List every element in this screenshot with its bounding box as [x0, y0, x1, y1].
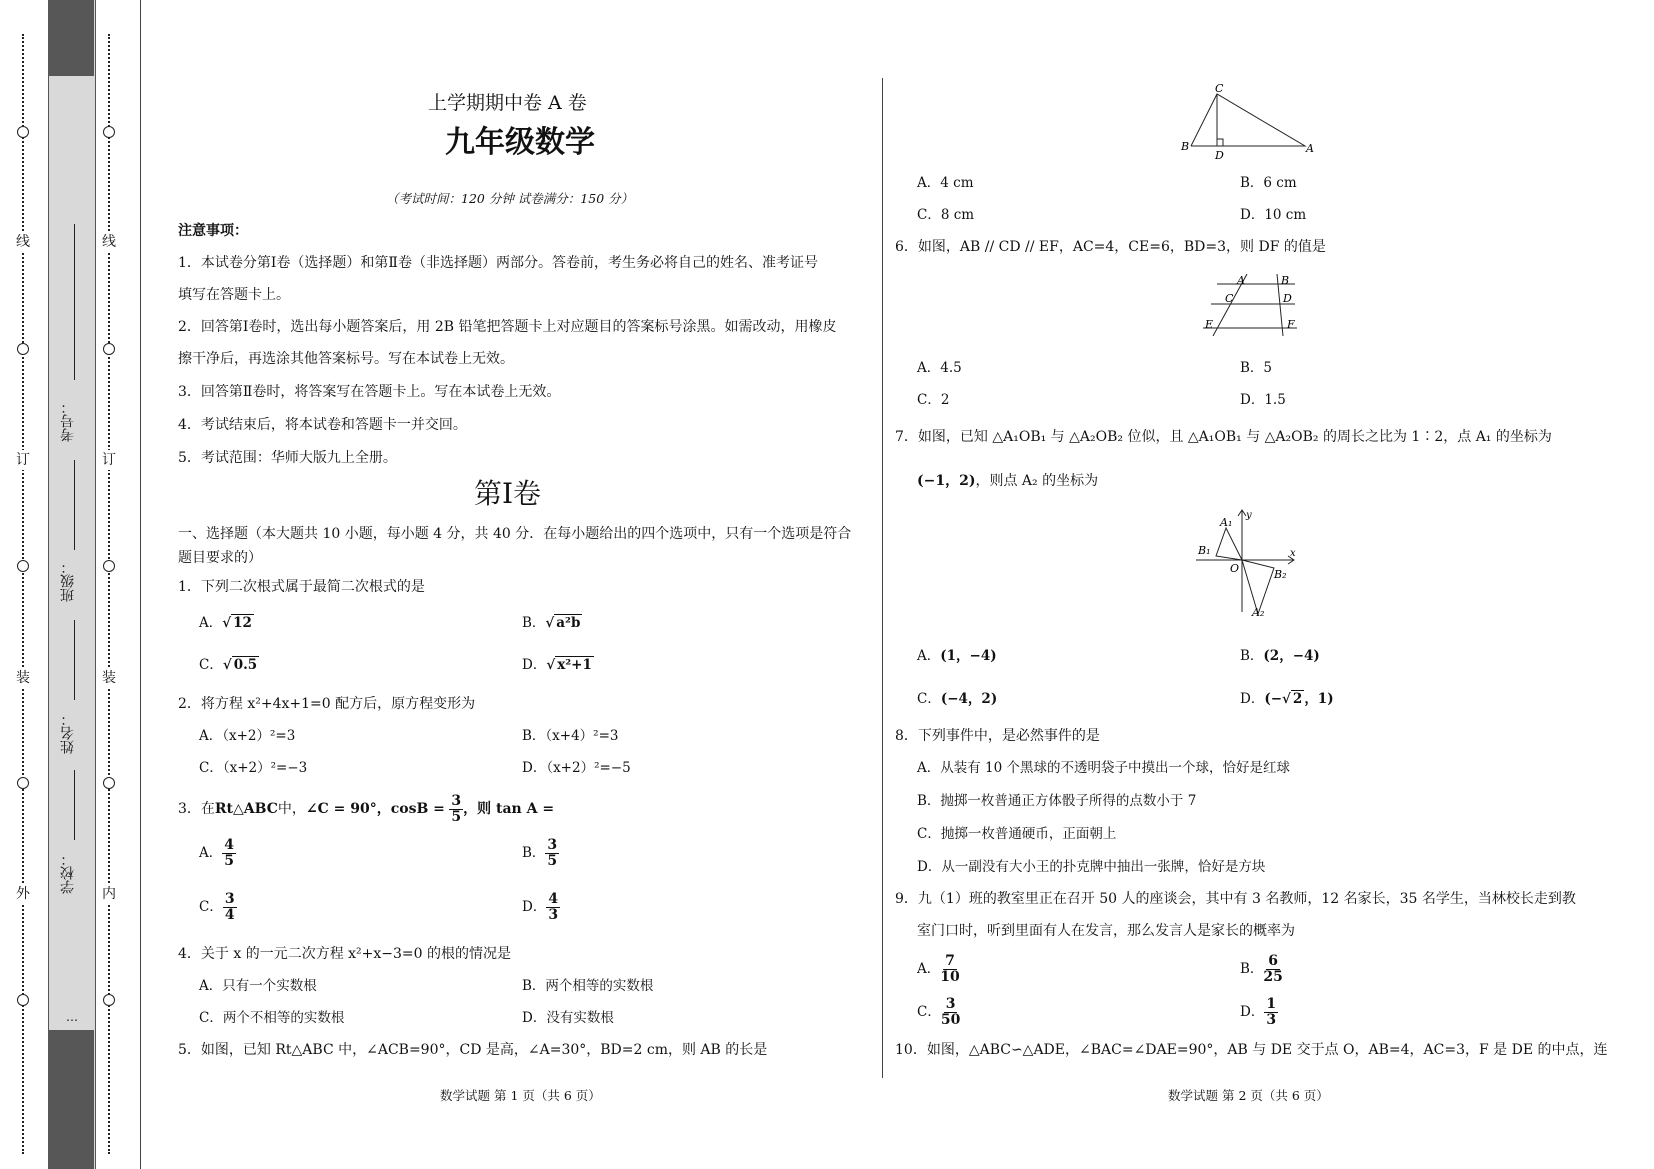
radicand: 2	[1292, 691, 1303, 707]
denominator: 5	[224, 853, 234, 869]
sqrt: √ x²+1	[546, 657, 592, 673]
math: ，cosB =	[376, 801, 445, 817]
q2-option-c[interactable]: C．（x+2）²=−3	[199, 760, 308, 776]
notice-line: 2．回答第Ⅰ卷时，选出每小题答案后，用 2B 铅笔把答题卡上对应题目的答案标号涂黑。如需改动，用橡皮	[178, 319, 837, 335]
option-letter: B．	[522, 845, 546, 861]
paper-subtitle: 上学期期中卷 A 卷	[428, 92, 587, 114]
q5-option-b[interactable]: B．6 cm	[1240, 175, 1297, 191]
label-b1: B₁	[1198, 544, 1211, 557]
hole-mark	[17, 343, 29, 355]
dots: …	[66, 1010, 78, 1024]
notice-line: 4．考试结束后，将本试卷和答题卡一并交回。	[178, 417, 467, 433]
q4-option-c[interactable]: C．两个不相等的实数根	[199, 1010, 345, 1026]
q3-option-b[interactable]	[522, 836, 559, 870]
q4-option-b[interactable]: B．两个相等的实数根	[522, 978, 654, 994]
q2-stem: 2．将方程 x²+4x+1=0 配方后，原方程变形为	[178, 696, 476, 712]
notice-line: 擦干净后，再选涂其他答案标号。写在本试卷上无效。	[178, 351, 514, 367]
label-c: C	[1215, 82, 1224, 95]
label-a2: A₂	[1252, 606, 1265, 618]
fraction	[941, 997, 960, 1028]
q4-option-d[interactable]: D．没有实数根	[522, 1010, 614, 1026]
q7-similar-triangles-figure	[1190, 508, 1300, 618]
hole-mark	[103, 994, 115, 1006]
notice-heading: 注意事项：	[178, 223, 248, 239]
hole-mark	[103, 343, 115, 355]
triangles	[1216, 528, 1274, 614]
radicand: 0.5	[233, 657, 258, 673]
dark-block-top	[48, 0, 94, 76]
triangle-shape	[1191, 94, 1305, 146]
option-letter: C．	[199, 657, 223, 673]
q7-stem-line1: 7．如图，已知 △A₁OB₁ 与 △A₂OB₂ 位似，且 △A₁OB₁ 与 △A₂OB₂ 的周长之比为 1∶2，点 A₁ 的坐标为	[895, 429, 1552, 445]
value: (1，−4)	[940, 648, 997, 664]
hole-mark	[17, 126, 29, 138]
numerator: 4	[548, 891, 559, 907]
school-line[interactable]	[74, 770, 75, 840]
option-letter: D．	[1240, 1004, 1265, 1020]
class-line[interactable]	[74, 460, 75, 550]
hole-mark	[17, 560, 29, 572]
q1-option-d[interactable]	[522, 656, 594, 674]
section1-intro: 一、选择题（本大题共 10 小题，每小题 4 分，共 40 分．在每小题给出的四个选项中，只有一个选项是符合	[178, 526, 852, 542]
binding-strip	[0, 0, 140, 1169]
q7-stem-line2	[917, 472, 1098, 490]
q1-option-c[interactable]	[199, 656, 259, 674]
inner-label: 内	[102, 886, 116, 902]
label-d: D	[1215, 149, 1224, 160]
exam-number-line[interactable]	[74, 224, 75, 380]
hole-mark	[17, 777, 29, 789]
hole-mark	[103, 560, 115, 572]
option-letter: C．	[917, 691, 941, 707]
numerator: 6	[1268, 953, 1279, 969]
numerator: 3	[945, 996, 956, 1012]
fraction	[545, 838, 559, 869]
label-f: F	[1287, 318, 1295, 331]
text: 中，	[277, 801, 306, 817]
q8-option-c[interactable]: C．抛掷一枚普通硬币，正面朝上	[917, 826, 1117, 842]
name-label: 姓名：	[60, 712, 76, 754]
strip-border	[140, 0, 141, 1169]
numerator: 3	[451, 792, 462, 809]
q1-stem: 1．下列二次根式属于最简二次根式的是	[178, 579, 425, 595]
option-letter: C．	[199, 899, 223, 915]
class-label: 班级：	[60, 560, 76, 602]
q3-option-a[interactable]	[199, 836, 236, 870]
option-letter: A．	[917, 961, 941, 977]
denominator: 5	[451, 808, 462, 825]
math: Rt△ABC	[214, 801, 278, 817]
denominator: 3	[1266, 1012, 1277, 1028]
fraction	[1264, 997, 1278, 1028]
q1-option-a[interactable]	[199, 614, 254, 632]
option-letter: A．	[199, 615, 223, 631]
label-a1: A₁	[1220, 516, 1233, 529]
q2-option-d[interactable]: D．（x+2）²=−5	[522, 760, 631, 776]
sqrt: √ 2	[1282, 691, 1303, 707]
q9-stem-line1: 9．九（1）班的教室里正在召开 50 人的座谈会，其中有 3 名教师，12 名家长，35 名学生，当林校长走到教	[895, 891, 1576, 907]
option-letter: B．	[1240, 648, 1264, 664]
notice-line: 5．考试范围：华师大版九上全册。	[178, 450, 397, 466]
q3-option-c[interactable]	[199, 890, 237, 924]
paper-title: 九年级数学	[445, 125, 595, 160]
q7-option-c[interactable]	[917, 690, 997, 708]
q9-option-a[interactable]	[917, 952, 960, 986]
fraction	[222, 838, 236, 869]
q6-option-c[interactable]: C．2	[917, 392, 950, 408]
q5-triangle-figure	[1175, 82, 1325, 160]
fraction	[546, 892, 560, 923]
footer-left: 数学试题 第 1 页（共 6 页）	[440, 1088, 601, 1103]
q9-stem-line2: 室门口时，听到里面有人在发言，那么发言人是家长的概率为	[917, 923, 1295, 939]
option-letter: D．	[1240, 691, 1265, 707]
numerator: 4	[224, 837, 234, 853]
exam-info: （考试时间：120 分钟 试卷满分：150 分）	[386, 191, 634, 206]
q9-option-b[interactable]	[1240, 952, 1283, 986]
fraction	[223, 892, 237, 923]
numerator: 7	[945, 953, 955, 969]
label-b: B	[1181, 140, 1190, 153]
label-b: B	[1281, 274, 1290, 287]
value: (−	[1264, 691, 1283, 707]
hole-mark	[17, 994, 29, 1006]
fraction	[940, 954, 959, 985]
q8-option-b[interactable]: B．抛掷一枚普通正方体骰子所得的点数小于 7	[917, 793, 1197, 809]
q4-option-a[interactable]: A．只有一个实数根	[199, 978, 317, 994]
option-letter: A．	[199, 845, 223, 861]
hole-mark	[103, 777, 115, 789]
q10-stem: 10．如图，△ABC∽△ADE，∠BAC=∠DAE=90°，AB 与 DE 交于点 O，AB=4，AC=3，F 是 DE 的中点，连	[895, 1042, 1608, 1058]
value: (2，−4)	[1263, 648, 1320, 664]
option-letter: D．	[522, 899, 547, 915]
outer-label: 外	[16, 886, 30, 902]
q8-option-a[interactable]: A．从装有 10 个黑球的不透明袋子中摸出一个球，恰好是红球	[917, 760, 1291, 776]
option-letter: A．	[917, 648, 941, 664]
inner-label: 线	[102, 234, 116, 250]
name-line[interactable]	[74, 620, 75, 700]
q3-stem	[178, 792, 554, 826]
denominator: 3	[548, 907, 559, 923]
inner-label: 订	[102, 452, 116, 468]
outer-cut-line	[22, 34, 24, 1154]
q9-option-d[interactable]	[1240, 995, 1278, 1029]
q1-option-b[interactable]	[522, 614, 582, 632]
section1-intro: 题目要求的）	[178, 550, 262, 566]
label-b2: B₂	[1274, 568, 1287, 581]
exam-number-label: 考号：	[60, 400, 76, 442]
denominator: 10	[940, 969, 960, 985]
q7-option-d[interactable]	[1240, 690, 1334, 708]
q5-option-d[interactable]: D．10 cm	[1240, 207, 1307, 223]
value: (−4，2)	[940, 691, 998, 707]
column-divider	[882, 78, 883, 1078]
option-letter: B．	[1240, 961, 1264, 977]
q2-option-a[interactable]: A．（x+2）²=3	[199, 728, 296, 744]
label-c: C	[1225, 292, 1234, 305]
label-a: A	[1237, 274, 1245, 287]
radicand: 12	[233, 615, 252, 631]
q3-option-d[interactable]	[522, 890, 560, 924]
sqrt: √ a²b	[545, 615, 581, 631]
option-letter: B．	[522, 615, 546, 631]
outer-label: 装	[16, 670, 30, 686]
fraction	[1263, 954, 1282, 985]
notice-line: 1．本试卷分第Ⅰ卷（选择题）和第Ⅱ卷（非选择题）两部分。答卷前，考生务必将自己的姓名、准考证号	[178, 255, 818, 271]
radicand: x²+1	[557, 657, 592, 673]
q7-option-a[interactable]	[917, 647, 997, 665]
inner-cut-line	[108, 34, 110, 1154]
q9-option-c[interactable]	[917, 995, 960, 1029]
q6-stem: 6．如图，AB // CD // EF，AC=4，CE=6，BD=3，则 DF 的值是	[895, 239, 1326, 255]
hole-mark	[103, 126, 115, 138]
q6-parallel-lines-figure	[1195, 272, 1305, 340]
label-d: D	[1283, 292, 1292, 305]
option-letter: D．	[522, 657, 547, 673]
q5-option-a[interactable]: A．4 cm	[917, 175, 974, 191]
outer-label: 线	[16, 234, 30, 250]
q6-option-b[interactable]: B．5	[1240, 360, 1273, 376]
label-o: O	[1230, 562, 1240, 575]
point: (−1，2)	[917, 473, 976, 489]
value: ，1)	[1304, 691, 1334, 707]
q4-stem: 4．关于 x 的一元二次方程 x²+x−3=0 的根的情况是	[178, 946, 512, 962]
text: ，则点 A₂ 的坐标为	[975, 473, 1099, 489]
math: ∠C = 90°	[305, 801, 377, 817]
radicand: a²b	[556, 615, 581, 631]
fraction	[449, 794, 463, 825]
numerator: 1	[1266, 996, 1277, 1012]
inner-label: 装	[102, 670, 116, 686]
math: ，则 tan A =	[463, 801, 555, 817]
denominator: 4	[224, 907, 235, 923]
notice-line: 填写在答题卡上。	[178, 287, 290, 303]
label-x: x	[1290, 548, 1296, 559]
footer-right: 数学试题 第 2 页（共 6 页）	[1168, 1088, 1329, 1103]
label-a: A	[1306, 142, 1314, 155]
denominator: 5	[547, 853, 558, 869]
label-e: E	[1205, 318, 1214, 331]
notice-line: 3．回答第Ⅱ卷时，将答案写在答题卡上。写在本试卷上无效。	[178, 384, 561, 400]
school-label: 学校：	[60, 852, 76, 894]
q8-option-d[interactable]: D．从一副没有大小王的扑克牌中抽出一张牌，恰好是方块	[917, 859, 1266, 875]
sqrt: √ 12	[222, 615, 252, 631]
q7-option-b[interactable]	[1240, 647, 1320, 665]
dark-block-bottom	[48, 1030, 94, 1169]
q8-stem: 8．下列事件中，是必然事件的是	[895, 728, 1100, 744]
q6-option-a[interactable]: A．4.5	[917, 360, 962, 376]
numerator: 3	[547, 837, 558, 853]
numerator: 3	[224, 891, 235, 907]
q2-option-b[interactable]: B．（x+4）²=3	[522, 728, 619, 744]
denominator: 25	[1263, 969, 1283, 985]
text: 3．在	[178, 801, 215, 817]
part1-title: 第Ⅰ卷	[474, 477, 542, 510]
q6-option-d[interactable]: D．1.5	[1240, 392, 1286, 408]
option-letter: C．	[917, 1004, 941, 1020]
label-y: y	[1246, 510, 1252, 521]
denominator: 50	[940, 1012, 961, 1028]
q5-stem: 5．如图，已知 Rt△ABC 中，∠ACB=90°，CD 是高，∠A=30°，BD=2 cm，则 AB 的长是	[178, 1042, 768, 1058]
outer-label: 订	[16, 452, 30, 468]
q5-option-c[interactable]: C．8 cm	[917, 207, 975, 223]
sqrt: √ 0.5	[222, 657, 258, 673]
